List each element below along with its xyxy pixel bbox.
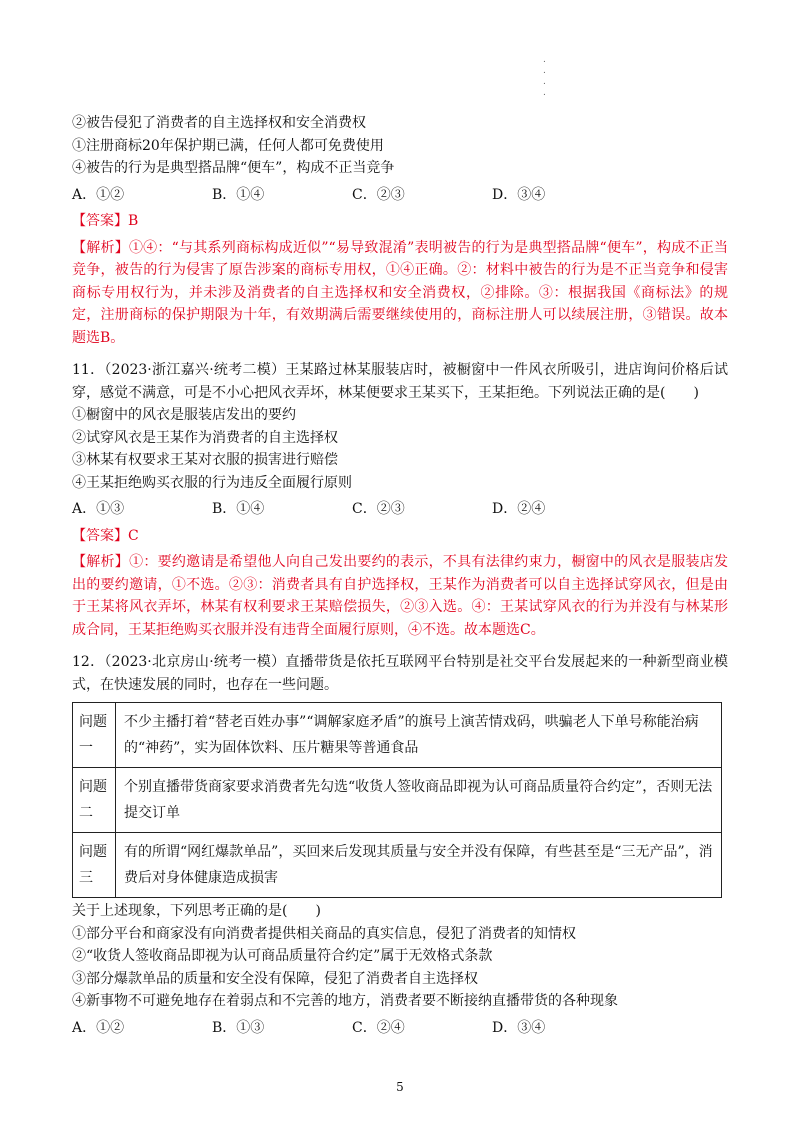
choice-b: B．①④ xyxy=(212,186,265,203)
table-row xyxy=(73,703,722,768)
issue-label: 问题一 xyxy=(73,703,116,768)
issue-label: 问题二 xyxy=(73,768,116,833)
q12-choices xyxy=(72,1017,728,1040)
issue-text: 个别直播带货商家要求消费者先勾选“收货人签收商品即视为认可商品质量符合约定”，否则无法提交订单 xyxy=(116,768,722,833)
issue-label: 问题三 xyxy=(73,833,116,898)
choice-a: A．①② xyxy=(72,1019,125,1036)
prev-answer: 【答案】B xyxy=(72,213,139,229)
prev-option-4: ④被告的行为是典型搭品牌“便车”，构成不正当竞争 xyxy=(72,160,395,176)
q12-option: ④新事物不可避免地存在着弱点和不完善的地方，消费者要不断接纳直播带货的各种现象 xyxy=(72,993,618,1009)
header-dots: . . . . xyxy=(543,55,546,98)
q11-option: ①橱窗中的风衣是服装店发出的要约 xyxy=(72,407,296,423)
table-row xyxy=(73,768,722,833)
choice-a: A．①② xyxy=(72,186,125,203)
q12-option: ①部分平台和商家没有向消费者提供相关商品的真实信息，侵犯了消费者的知情权 xyxy=(72,925,576,942)
q11-stem: 11．（2023·浙江嘉兴·统考二模）王某路过林某服装店时，被橱窗中一件风衣所吸引，进店询问价格后试穿，感觉不满意，可是不小心把风衣弄坏，林某便要求王某买下，王某拒绝。下列说法正确的是( ) xyxy=(72,362,728,401)
choice-c: C．②④ xyxy=(352,1019,405,1036)
choice-a: A．①③ xyxy=(72,501,125,517)
page-number: 5 xyxy=(396,1080,404,1094)
choice-d: D．③④ xyxy=(492,186,546,203)
issue-text: 有的所谓“网红爆款单品”，买回来后发现其质量与安全并没有保障，有些甚至是“三无产品”，消费后对身体健康造成损害 xyxy=(116,833,722,898)
prev-analysis: 【解析】①④：“与其系列商标构成近似”“易导致混淆”表明被告的行为是典型搭品牌“便车”，构成不正当竞争，被告的行为侵害了原告涉案的商标专用权，①④正确。②：材料中被告的行为是不正当竞争和侵害商标专用权行为，并未涉及消费者的自主选择权和安全消费权，②排除。③：根据我国《商标法》的规定，注册商标的保护期限为十年，有效期满后需要继续使用的，商标注册人可以续展注册，③错误。故本题选B。 xyxy=(72,239,728,346)
page-content xyxy=(72,112,728,1039)
choice-b: B．①③ xyxy=(212,1019,265,1036)
q11-option: ②试穿风衣是王某作为消费者的自主选择权 xyxy=(72,429,338,446)
q11-option: ④王某拒绝购买衣服的行为违反全面履行原则 xyxy=(72,474,352,491)
issue-text: 不少主播打着“替老百姓办事”“调解家庭矛盾”的旗号上演苦情戏码，哄骗老人下单号称能治病的“神药”，实为固体饮料、压片糖果等普通食品 xyxy=(116,703,722,768)
q12-option: ②“收货人签收商品即视为认可商品质量符合约定”属于无效格式条款 xyxy=(72,948,493,964)
table-row xyxy=(73,833,722,898)
q11-analysis: 【解析】①：要约邀请是希望他人向自己发出要约的表示，不具有法律约束力，橱窗中的风衣是服装店发出的要约邀请，①不选。②③：消费者具有自护选择权，王某作为消费者可以自主选择试穿风衣，但是由于王某将风衣弄坏，林某有权利要求王某赔偿损失，②③入选。④：王某试穿风衣的行为并没有与林某形成合同，王某拒绝购买衣服并没有违背全面履行原则，④不选。故本题选C。 xyxy=(72,554,728,638)
choice-c: C．②③ xyxy=(352,186,405,203)
choice-d: D．②④ xyxy=(492,501,546,517)
issues-table xyxy=(72,702,722,898)
choice-c: C．②③ xyxy=(352,501,405,517)
prev-option-2: ②被告侵犯了消费者的自主选择权和安全消费权 xyxy=(72,115,366,131)
q11-answer: 【答案】C xyxy=(72,527,139,544)
choice-b: B．①④ xyxy=(212,501,265,517)
q12-stem: 12．（2023·北京房山·统考一模）直播带货是依托互联网平台特别是社交平台发展起来的一种新型商业模式，在快速发展的同时，也存在一些问题。 xyxy=(72,654,728,693)
q12-option: ③部分爆款单品的质量和安全没有保障，侵犯了消费者自主选择权 xyxy=(72,970,478,987)
prev-option-1: ①注册商标20年保护期已满，任何人都可免费使用 xyxy=(72,137,384,154)
q11-option: ③林某有权要求王某对衣服的损害进行赔偿 xyxy=(72,452,338,468)
choice-d: D．③④ xyxy=(492,1019,546,1036)
prev-choices xyxy=(72,184,728,207)
q12-prompt: 关于上述现象，下列思考正确的是( ) xyxy=(72,903,321,919)
q11-choices xyxy=(72,498,728,521)
